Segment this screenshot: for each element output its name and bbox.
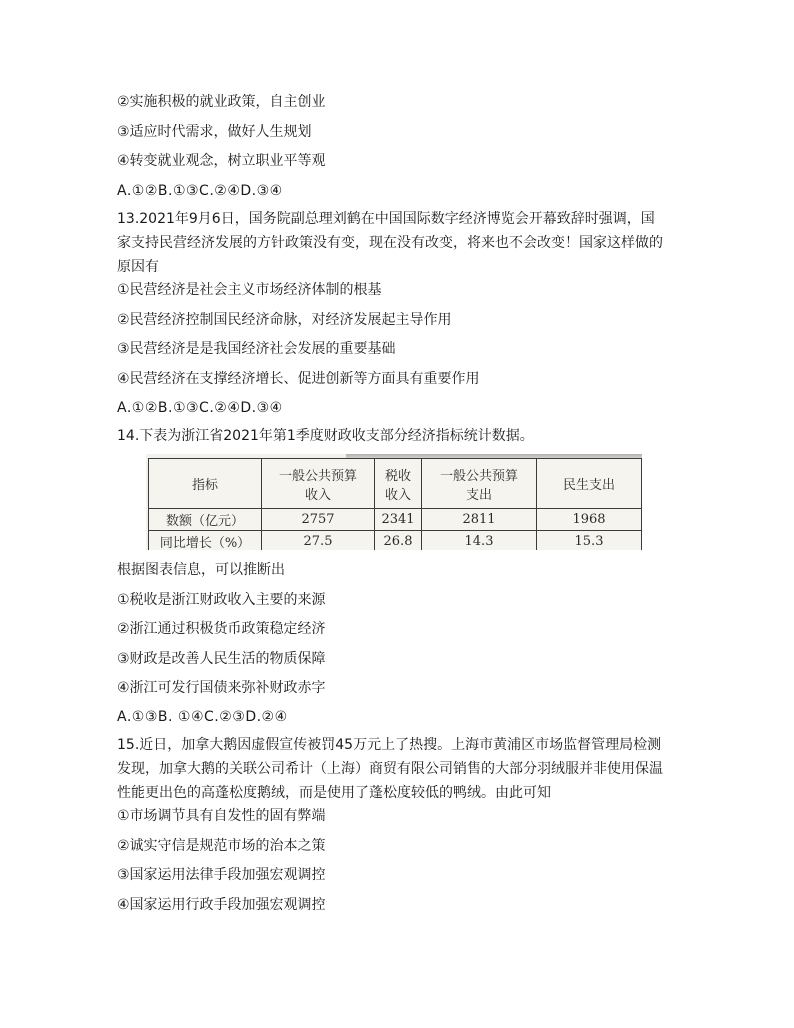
table-cell: 15.3 <box>537 531 642 551</box>
q14-stats-table-image <box>146 454 642 550</box>
header-public-budget-revenue: 一般公共预算 收入 <box>262 459 375 509</box>
q13-option-3: ③民营经济是是我国经济社会发展的重要基础 <box>117 341 396 357</box>
q12-option-2: ②实施积极的就业政策，自主创业 <box>117 94 326 110</box>
table-row <box>149 509 642 531</box>
q13-stem-line-2: 家支持民营经济发展的方针政策没有变，现在没有改变，将来也不会改变！国家这样做的 <box>117 235 663 251</box>
table-cell: 数额（亿元） <box>149 509 262 531</box>
table-cell: 14.3 <box>422 531 537 551</box>
q15-stem-line-3: 性能更出色的高蓬松度鹅绒，而是使用了蓬松度较低的鸭绒。由此可知 <box>117 785 551 801</box>
q14-answer-choices: A.①③B. ①④C.②③D.②④ <box>117 709 288 725</box>
table-cell: 26.8 <box>375 531 422 551</box>
q13-stem-line-1: 13.2021年9月6日，国务院副总理刘鹤在中国国际数字经济博览会开幕致辞时强调，国 <box>117 211 655 227</box>
q14-lead: 根据图表信息，可以推断出 <box>117 562 285 578</box>
header-livelihood-expenditure: 民生支出 <box>537 459 642 509</box>
q15-option-1: ①市场调节具有自发性的固有弊端 <box>117 808 326 824</box>
table-cell: 2757 <box>262 509 375 531</box>
q15-option-4: ④国家运用行政手段加强宏观调控 <box>117 897 326 913</box>
q13-option-4: ④民营经济在支撑经济增长、促进创新等方面具有重要作用 <box>117 371 480 387</box>
q15-option-2: ②诚实守信是规范市场的治本之策 <box>117 838 326 854</box>
table-header-row <box>149 459 642 509</box>
table-cell: 2341 <box>375 509 422 531</box>
table-cell: 2811 <box>422 509 537 531</box>
q15-option-3: ③国家运用法律手段加强宏观调控 <box>117 867 326 883</box>
table-cell: 27.5 <box>262 531 375 551</box>
q13-option-2: ②民营经济控制国民经济命脉，对经济发展起主导作用 <box>117 312 452 328</box>
q15-stem-line-2: 发现，加拿大鹅的关联公司希计（上海）商贸有限公司销售的大部分羽绒服并非使用保温 <box>117 761 663 777</box>
q14-option-2: ②浙江通过积极货币政策稳定经济 <box>117 621 326 637</box>
q13-stem-line-3: 原因有 <box>117 259 159 275</box>
q14-option-3: ③财政是改善人民生活的物质保障 <box>117 651 326 667</box>
q15-stem-line-1: 15.近日，加拿大鹅因虚假宣传被罚45万元上了热搜。上海市黄浦区市场监督管理局检测 <box>117 737 662 753</box>
q13-option-1: ①民营经济是社会主义市场经济体制的根基 <box>117 282 382 298</box>
table-cell: 1968 <box>537 509 642 531</box>
q12-option-3: ③适应时代需求，做好人生规划 <box>117 124 312 140</box>
table-row <box>149 531 642 551</box>
header-public-budget-expenditure: 一般公共预算 支出 <box>422 459 537 509</box>
q14-stem: 14.下表为浙江省2021年第1季度财政收支部分经济指标统计数据。 <box>117 428 534 444</box>
q14-option-4: ④浙江可发行国债来弥补财政赤字 <box>117 680 326 696</box>
header-indicator: 指标 <box>149 459 262 509</box>
q14-option-1: ①税收是浙江财政收入主要的来源 <box>117 592 326 608</box>
header-tax-revenue: 税收 收入 <box>375 459 422 509</box>
q13-answer-choices: A.①②B.①③C.②④D.③④ <box>117 400 283 416</box>
table-cell: 同比增长（%） <box>149 531 262 551</box>
q14-stats-table <box>148 458 642 550</box>
q12-option-4: ④转变就业观念，树立职业平等观 <box>117 153 326 169</box>
q12-answer-choices: A.①②B.①③C.②④D.③④ <box>117 183 283 199</box>
